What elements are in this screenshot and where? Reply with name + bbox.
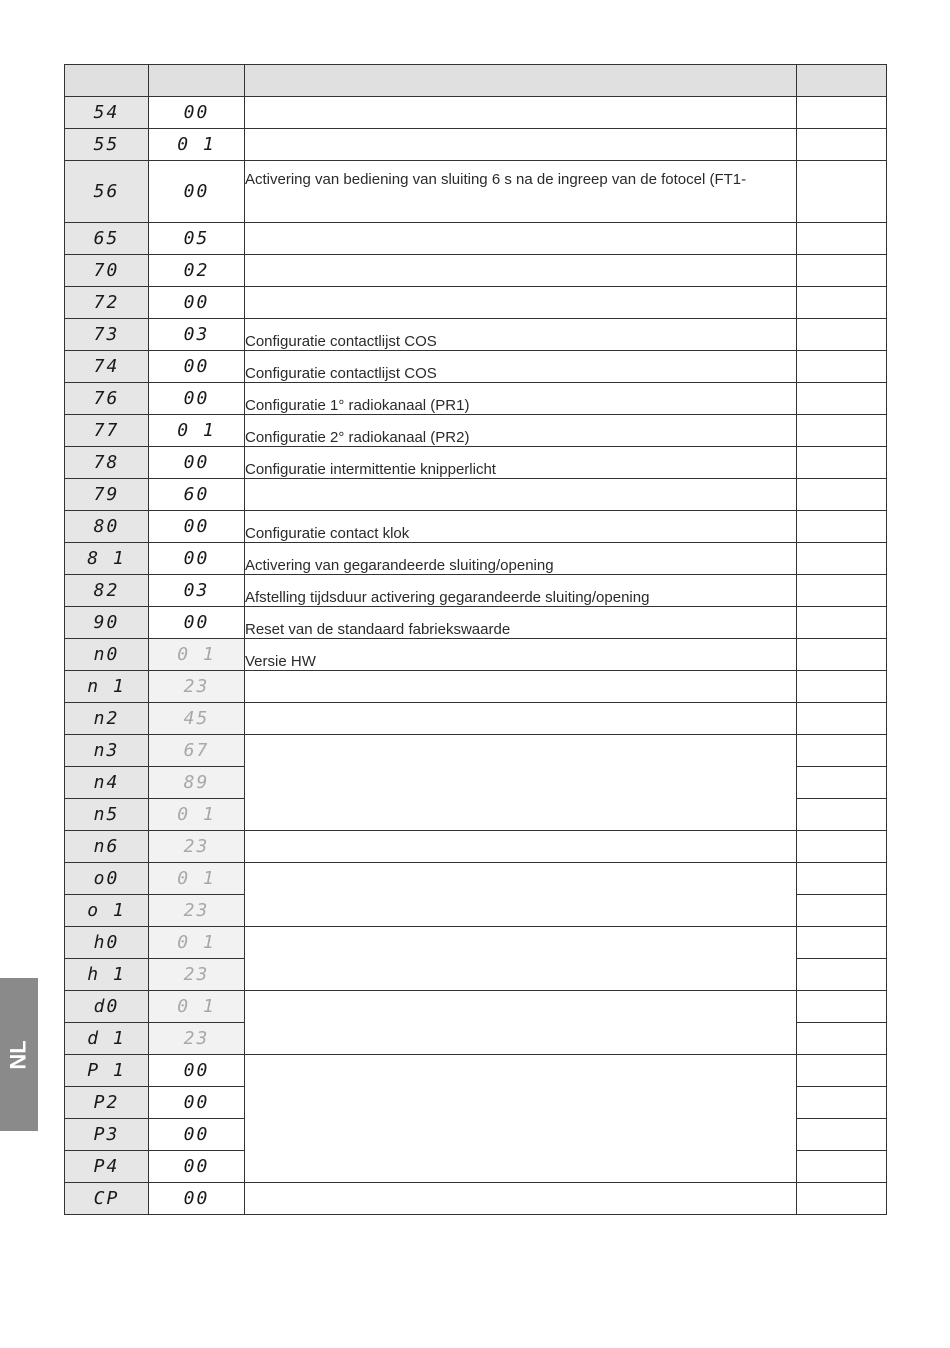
parameter-value: 0 1 — [149, 639, 245, 671]
parameter-description — [245, 1055, 797, 1183]
parameter-description: Configuratie intermittentie knipperlicht — [245, 447, 797, 479]
parameter-description: Configuratie contact klok — [245, 511, 797, 543]
language-tab — [0, 978, 38, 1131]
parameter-value: 00 — [149, 1151, 245, 1183]
parameter-code: 70 — [65, 255, 149, 287]
notes-cell — [797, 799, 887, 831]
parameter-code: P 1 — [65, 1055, 149, 1087]
notes-cell — [797, 97, 887, 129]
table-row — [65, 1055, 887, 1087]
table-row — [65, 129, 887, 161]
notes-cell — [797, 543, 887, 575]
parameter-code: d0 — [65, 991, 149, 1023]
table-row — [65, 703, 887, 735]
table-row — [65, 863, 887, 895]
notes-cell — [797, 415, 887, 447]
parameter-value: 67 — [149, 735, 245, 767]
parameter-value: 00 — [149, 607, 245, 639]
notes-cell — [797, 735, 887, 767]
parameter-description — [245, 703, 797, 735]
notes-cell — [797, 575, 887, 607]
notes-cell — [797, 223, 887, 255]
parameter-value: 00 — [149, 543, 245, 575]
parameter-code: 56 — [65, 161, 149, 223]
parameter-value: 0 1 — [149, 863, 245, 895]
parameter-description: Reset van de standaard fabriekswaarde — [245, 607, 797, 639]
parameter-table — [64, 64, 887, 1215]
notes-cell — [797, 639, 887, 671]
parameter-description — [245, 831, 797, 863]
parameter-value: 00 — [149, 1119, 245, 1151]
notes-cell — [797, 1151, 887, 1183]
table-row — [65, 991, 887, 1023]
notes-cell — [797, 319, 887, 351]
table-row — [65, 575, 887, 607]
notes-cell — [797, 607, 887, 639]
parameter-code: n2 — [65, 703, 149, 735]
parameter-description — [245, 991, 797, 1055]
parameter-code: P3 — [65, 1119, 149, 1151]
parameter-value: 89 — [149, 767, 245, 799]
table-row — [65, 543, 887, 575]
parameter-value: 00 — [149, 383, 245, 415]
parameter-description: Versie HW — [245, 639, 797, 671]
parameter-value: 23 — [149, 895, 245, 927]
notes-cell — [797, 255, 887, 287]
parameter-value: 23 — [149, 959, 245, 991]
parameter-value: 0 1 — [149, 927, 245, 959]
parameter-description — [245, 479, 797, 511]
parameter-code: 78 — [65, 447, 149, 479]
notes-cell — [797, 1087, 887, 1119]
table-row — [65, 831, 887, 863]
parameter-value: 02 — [149, 255, 245, 287]
notes-cell — [797, 447, 887, 479]
notes-cell — [797, 927, 887, 959]
header-cell-value — [149, 65, 245, 97]
table-row — [65, 639, 887, 671]
table-row — [65, 319, 887, 351]
header-cell-notes — [797, 65, 887, 97]
parameter-code: 8 1 — [65, 543, 149, 575]
parameter-code: 90 — [65, 607, 149, 639]
table-row — [65, 1183, 887, 1215]
parameter-description — [245, 1183, 797, 1215]
parameter-code: o0 — [65, 863, 149, 895]
header-cell-parameter — [65, 65, 149, 97]
table-row — [65, 351, 887, 383]
parameter-code: 79 — [65, 479, 149, 511]
notes-cell — [797, 1023, 887, 1055]
table-row — [65, 479, 887, 511]
notes-cell — [797, 383, 887, 415]
parameter-description — [245, 863, 797, 927]
parameter-value: 03 — [149, 319, 245, 351]
parameter-code: n 1 — [65, 671, 149, 703]
notes-cell — [797, 863, 887, 895]
parameter-value: 05 — [149, 223, 245, 255]
notes-cell — [797, 479, 887, 511]
parameter-value: 00 — [149, 161, 245, 223]
parameter-value: 00 — [149, 97, 245, 129]
table-row — [65, 383, 887, 415]
notes-cell — [797, 959, 887, 991]
parameter-code: 55 — [65, 129, 149, 161]
parameter-code: 74 — [65, 351, 149, 383]
parameter-description: Activering van bediening van sluiting 6 s na de ingreep van de fotocel (FT1- — [245, 161, 797, 223]
parameter-value: 0 1 — [149, 129, 245, 161]
parameter-value: 0 1 — [149, 799, 245, 831]
parameter-code: n6 — [65, 831, 149, 863]
parameter-description: Configuratie 1° radiokanaal (PR1) — [245, 383, 797, 415]
table-row — [65, 735, 887, 767]
parameter-value: 00 — [149, 447, 245, 479]
parameter-code: P2 — [65, 1087, 149, 1119]
parameter-code: n4 — [65, 767, 149, 799]
notes-cell — [797, 831, 887, 863]
notes-cell — [797, 1119, 887, 1151]
table-row — [65, 415, 887, 447]
parameter-value: 00 — [149, 1055, 245, 1087]
parameter-description: Afstelling tijdsduur activering gegarandeerde sluiting/opening — [245, 575, 797, 607]
table-header-row — [65, 65, 887, 97]
parameter-code: 76 — [65, 383, 149, 415]
notes-cell — [797, 351, 887, 383]
parameter-value: 00 — [149, 351, 245, 383]
notes-cell — [797, 129, 887, 161]
parameter-description — [245, 735, 797, 831]
parameter-code: 72 — [65, 287, 149, 319]
parameter-value: 0 1 — [149, 415, 245, 447]
parameter-description — [245, 223, 797, 255]
parameter-value: 23 — [149, 831, 245, 863]
parameter-code: 82 — [65, 575, 149, 607]
parameter-code: 77 — [65, 415, 149, 447]
notes-cell — [797, 1055, 887, 1087]
table-row — [65, 255, 887, 287]
notes-cell — [797, 511, 887, 543]
table-row — [65, 287, 887, 319]
parameter-value: 23 — [149, 671, 245, 703]
parameter-description: Configuratie contactlijst COS — [245, 319, 797, 351]
table-row — [65, 607, 887, 639]
parameter-code: 65 — [65, 223, 149, 255]
parameter-value: 23 — [149, 1023, 245, 1055]
notes-cell — [797, 1183, 887, 1215]
language-tab-label: NL — [5, 1039, 31, 1070]
table-row — [65, 927, 887, 959]
parameter-value: 00 — [149, 511, 245, 543]
parameter-description — [245, 129, 797, 161]
parameter-description: Configuratie 2° radiokanaal (PR2) — [245, 415, 797, 447]
parameter-value: 45 — [149, 703, 245, 735]
parameter-code: n5 — [65, 799, 149, 831]
parameter-code: CP — [65, 1183, 149, 1215]
notes-cell — [797, 671, 887, 703]
parameter-code: d 1 — [65, 1023, 149, 1055]
parameter-value: 00 — [149, 287, 245, 319]
parameter-description: Activering van gegarandeerde sluiting/opening — [245, 543, 797, 575]
table-row — [65, 161, 887, 223]
parameter-description — [245, 287, 797, 319]
parameter-value: 60 — [149, 479, 245, 511]
parameter-code: 54 — [65, 97, 149, 129]
parameter-description — [245, 671, 797, 703]
parameter-description — [245, 255, 797, 287]
table-row — [65, 671, 887, 703]
parameter-value: 03 — [149, 575, 245, 607]
notes-cell — [797, 767, 887, 799]
parameter-description — [245, 97, 797, 129]
parameter-value: 0 1 — [149, 991, 245, 1023]
parameter-value: 00 — [149, 1183, 245, 1215]
notes-cell — [797, 161, 887, 223]
table-row — [65, 447, 887, 479]
parameter-code: h0 — [65, 927, 149, 959]
parameter-value: 00 — [149, 1087, 245, 1119]
parameter-code: 73 — [65, 319, 149, 351]
parameter-code: o 1 — [65, 895, 149, 927]
notes-cell — [797, 287, 887, 319]
table-row — [65, 223, 887, 255]
notes-cell — [797, 895, 887, 927]
parameter-description: Configuratie contactlijst COS — [245, 351, 797, 383]
header-cell-description — [245, 65, 797, 97]
table-row — [65, 97, 887, 129]
table-row — [65, 511, 887, 543]
parameter-code: 80 — [65, 511, 149, 543]
parameter-code: n0 — [65, 639, 149, 671]
parameter-code: P4 — [65, 1151, 149, 1183]
notes-cell — [797, 991, 887, 1023]
parameter-code: n3 — [65, 735, 149, 767]
notes-cell — [797, 703, 887, 735]
parameter-code: h 1 — [65, 959, 149, 991]
parameter-description — [245, 927, 797, 991]
